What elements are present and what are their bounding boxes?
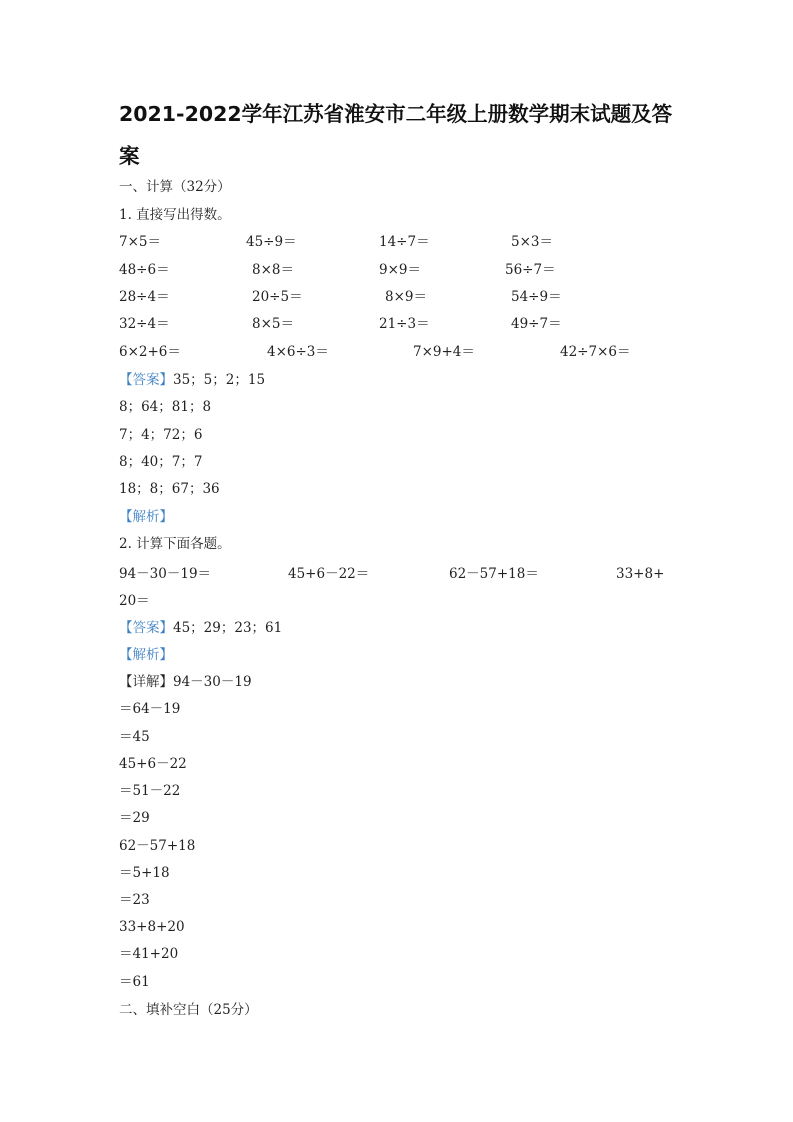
calc-item: 28÷4＝ <box>119 289 170 305</box>
question-prompt: 1. 直接写出得数。 <box>119 207 231 223</box>
detail-line: ＝51－22 <box>119 783 181 799</box>
calc-item: 14÷7＝ <box>379 234 430 250</box>
detail-line: ＝45 <box>119 729 150 745</box>
answer-text: 45；29；23；61 <box>173 620 283 636</box>
detail-line: 62－57+18 <box>119 838 196 854</box>
calc-item: 62－57+18＝ <box>449 566 539 582</box>
calc-item: 32÷4＝ <box>119 316 170 332</box>
answer-tag: 【答案】 <box>119 620 173 636</box>
calc-item: 4×6÷3＝ <box>267 344 329 360</box>
calc-item: 20÷5＝ <box>252 289 303 305</box>
calc-item: 21÷3＝ <box>379 316 430 332</box>
detail-line: ＝61 <box>119 974 150 990</box>
calc-item: 8×9＝ <box>385 289 427 305</box>
calc-item: 7×5＝ <box>119 234 161 250</box>
answer-tag: 【答案】 <box>119 372 173 388</box>
analysis-tag: 【解析】 <box>119 647 173 663</box>
detail-line: ＝64－19 <box>119 701 181 717</box>
detail-line: 45+6－22 <box>119 756 187 772</box>
calc-item: 54÷9＝ <box>511 289 562 305</box>
detail-line: ＝29 <box>119 810 150 826</box>
calc-item: 49÷7＝ <box>511 316 562 332</box>
calc-item: 8×5＝ <box>252 316 294 332</box>
section-heading: 一、计算（32分） <box>119 179 231 195</box>
detail-line: ＝41+20 <box>119 946 179 962</box>
answer-line: 8；64；81；8 <box>119 399 212 415</box>
analysis-tag: 【解析】 <box>119 509 173 525</box>
answer-line: 18；8；67；36 <box>119 481 220 497</box>
calc-item: 94－30－19＝ <box>119 566 212 582</box>
detail-line: ＝23 <box>119 892 150 908</box>
calc-item: 48÷6＝ <box>119 262 170 278</box>
answer-line <box>119 619 282 637</box>
calc-item: 42÷7×6＝ <box>560 344 631 360</box>
calc-item: 7×9+4＝ <box>413 344 475 360</box>
calc-item: 56÷7＝ <box>505 262 556 278</box>
calc-wrap: 20＝ <box>119 593 150 609</box>
section-heading: 二、填补空白（25分） <box>119 1002 258 1018</box>
detail-tag: 【详解】 <box>119 674 173 690</box>
detail-line: ＝5+18 <box>119 865 170 881</box>
answer-line: 8；40；7；7 <box>119 454 203 470</box>
question-prompt: 2. 计算下面各题。 <box>119 536 231 552</box>
calc-item: 45+6－22＝ <box>288 566 370 582</box>
answer-text: 35；5；2；15 <box>173 372 266 388</box>
calc-item: 5×3＝ <box>511 234 553 250</box>
document-title: 2021-2022学年江苏省淮安市二年级上册数学期末试题及答案 <box>119 102 673 168</box>
calc-item: 33+8+ <box>616 566 665 582</box>
calc-item: 45÷9＝ <box>246 234 297 250</box>
answer-line: 7；4；72；6 <box>119 427 203 443</box>
detail-text: 94－30－19 <box>173 674 252 690</box>
calc-item: 6×2+6＝ <box>119 344 181 360</box>
calc-item: 9×9＝ <box>379 262 421 278</box>
answer-line <box>119 371 265 389</box>
calc-item: 8×8＝ <box>252 262 294 278</box>
detail-line: 33+8+20 <box>119 919 185 935</box>
detail-line <box>119 673 252 691</box>
